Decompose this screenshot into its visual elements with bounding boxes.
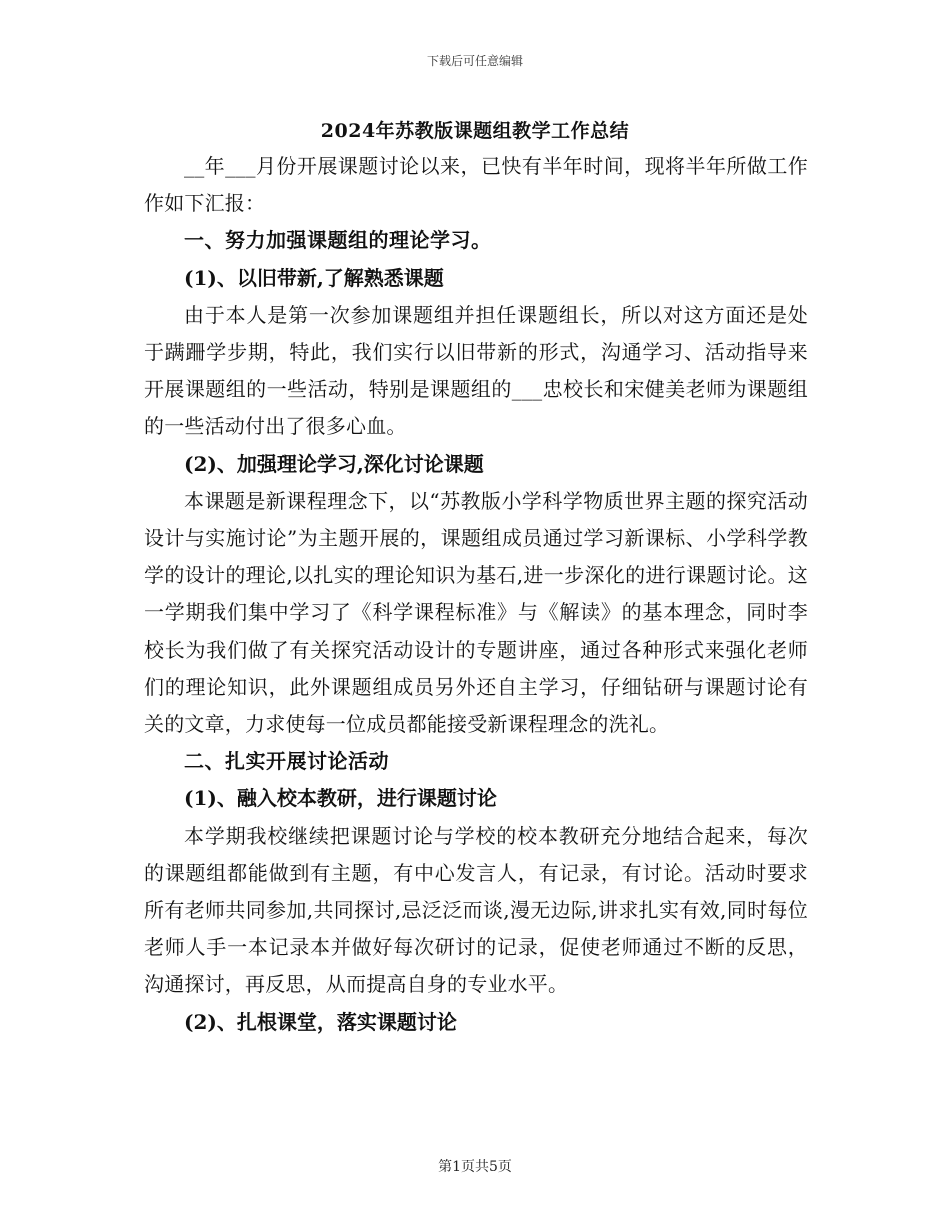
section-2-heading: 二、扎实开展讨论活动 [184,749,389,774]
document-body [144,148,808,1041]
document-title: 2024年苏教版课题组教学工作总结 [320,120,630,142]
intro-paragraph: __年___月份开展课题讨论以来，已快有半年时间，现将半年所做工作作如下汇报： [144,154,808,216]
section-1-sub-1-heading: (1)、以旧带新,了解熟悉课题 [184,265,444,290]
section-1-sub-2-heading: (2)、加强理论学习,深化讨论课题 [184,451,484,476]
section-2-sub-1-heading: (1)、融入校本教研，进行课题讨论 [184,786,497,811]
page-number: 第1页共5页 [438,1159,512,1175]
section-2-sub-2-heading: (2)、扎根课堂，落实课题讨论 [184,1009,457,1034]
header-note: 下载后可任意编辑 [426,54,523,68]
section-2-sub-1-paragraph: 本学期我校继续把课题讨论与学校的校本教研充分地结合起来，每次的课题组都能做到有主题，有中心发言人，有记录，有讨论。活动时要求所有老师共同参加,共同探讨,忌泛泛而谈,漫无边际,讲求扎实有效,同时每位老师人手一本记录本并做好每次研讨的记录，促使老师通过不断的反思，沟通探讨，再反思，从而提高自身的专业水平。 [144,823,808,997]
section-1-sub-1-paragraph: 由于本人是第一次参加课题组并担任课题组长，所以对这方面还是处于蹒跚学步期，特此，我们实行以旧带新的形式，沟通学习、活动指导来开展课题组的一些活动，特别是课题组的___忠校长和宋健美老师为课题组的一些活动付出了很多心血。 [144,302,808,439]
section-1-heading: 一、努力加强课题组的理论学习。 [184,228,492,253]
section-1-sub-2-paragraph: 本课题是新课程理念下，以“苏教版小学科学物质世界主题的探究活动设计与实施讨论”为主题开展的，课题组成员通过学习新课标、小学科学教学的设计的理论,以扎实的理论知识为基石,进一步深化的进行课题讨论。这一学期我们集中学习了《科学课程标准》与《解读》的基本理念，同时李校长为我们做了有关探究活动设计的专题讲座，通过各种形式来强化老师们的理论知识，此外课题组成员另外还自主学习，仔细钻研与课题讨论有关的文章，力求使每一位成员都能接受新课程理念的洗礼。 [144,488,808,737]
